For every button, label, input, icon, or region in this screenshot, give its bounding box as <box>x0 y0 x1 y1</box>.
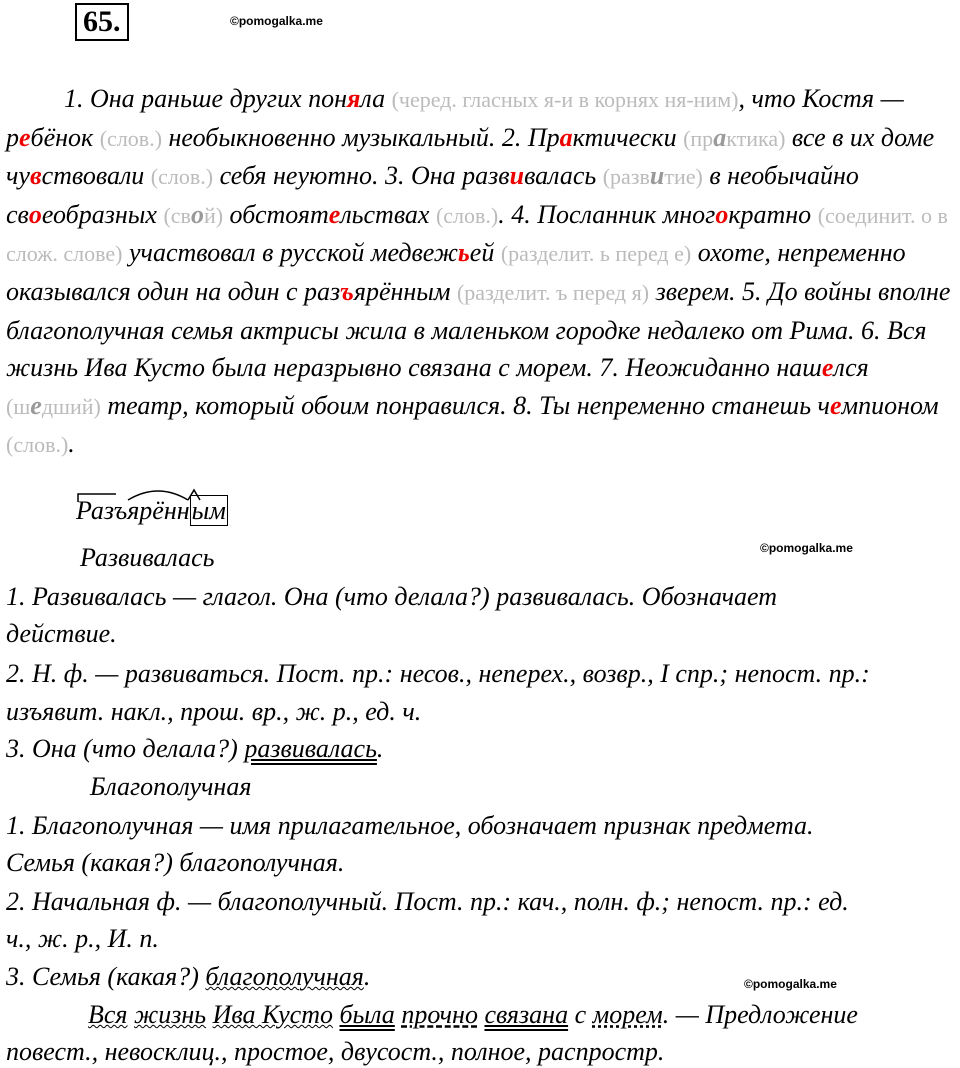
w2-line5: 3. Семья (какая?) благополучная. <box>6 962 371 991</box>
text-segment: все в их доме чу <box>6 122 935 191</box>
text-segment: себя неуютно. 3. Она разв <box>213 161 510 191</box>
word1-title: Развивалась <box>80 543 215 572</box>
watermark: ©pomogalka.me <box>230 14 323 28</box>
morpheme-parse-word <box>76 496 228 526</box>
text-segment: участвовал в русской медвеж <box>122 238 458 268</box>
orthogram-letter: ъ <box>340 276 354 306</box>
syntax-line1: Вся жизнь Ива Кусто была прочно связана с морем. — Предложение <box>88 1000 858 1029</box>
orthogram-letter: и <box>509 161 525 191</box>
w2-line2: Семья (какая?) благополучная. <box>6 848 345 877</box>
text-segment: обстоят <box>223 199 329 229</box>
watermark-3: ©pomogalka.me <box>744 977 837 991</box>
orthogram-letter: в <box>29 161 42 191</box>
w2-line4: ч., ж. р., И. п. <box>6 924 159 953</box>
rule-note: (черед. гласных я-и в корнях ня-ним) <box>391 87 739 112</box>
orthogram-letter: е <box>19 122 31 152</box>
rule-note: (слов.) <box>435 202 499 228</box>
root: ярён <box>127 496 177 525</box>
w2-line1: 1. Благополучная — имя прилагательное, обозначает признак предмета. <box>6 811 814 840</box>
text-segment: ктически <box>572 122 684 152</box>
text-segment: театр, который обоим понравился. 8. Ты непременно станешь ч <box>100 390 830 420</box>
orthogram-letter: е <box>829 390 842 420</box>
orthogram-letter: я <box>347 84 361 113</box>
exercise-text <box>6 80 956 464</box>
text-segment: в необычайно св <box>6 161 859 229</box>
text-segment: ствовали <box>41 161 151 191</box>
rule-note: тие) <box>664 164 703 190</box>
rule-note: (разв <box>602 164 650 190</box>
w2-line3: 2. Начальная ф. — благополучный. Пост. пр.: кач., полн. ф.; непост. пр.: ед. <box>6 887 849 916</box>
rule-note: е <box>30 390 42 420</box>
text-segment: бёнок <box>30 122 100 152</box>
w1-line4: изъявит. накл., прош. вр., ж. р., ед. ч. <box>6 697 422 726</box>
text-segment: . 4. Посланник мног <box>498 199 716 229</box>
text-segment: мпионом <box>841 390 939 420</box>
morpheme-marks <box>76 484 246 504</box>
text-segment: лся <box>833 353 869 383</box>
text-segment: зверем. 5. До войны вполне благополучная семья актрисы жила в маленьком городке недалеко от Рима. 6. Вся жизнь Ива Кусто была неразрывно связана с морем. 7. Неожиданно наш <box>6 276 951 383</box>
text-segment: необыкновенно музыкальный. 2. Пр <box>162 122 560 152</box>
text-segment: ярённым <box>353 276 457 306</box>
rule-note: а <box>713 122 727 152</box>
rule-note: и <box>649 161 665 191</box>
watermark-2: ©pomogalka.me <box>760 541 853 555</box>
rule-note: (ш <box>6 393 31 419</box>
syntax-line2: повест., невосклиц., простое, двусост., полное, распростр. <box>6 1037 665 1066</box>
rule-note: (слов.) <box>150 164 214 190</box>
w1-line1: 1. Развивалась — глагол. Она (что делала?) развивалась. Обозначает <box>6 582 778 611</box>
text-segment: охоте, непременно оказывался один на один с раз <box>6 238 906 306</box>
rule-note: дший) <box>41 393 101 419</box>
word2-title: Благополучная <box>90 772 252 801</box>
rule-note: (слов.) <box>6 432 69 458</box>
rule-note: (разделит. ь перед е) <box>500 241 692 267</box>
rule-note: о <box>190 199 204 229</box>
rule-note: (разделит. ъ перед я) <box>456 279 650 305</box>
exercise-number: 65. <box>75 3 129 41</box>
w1-line3: 2. Н. ф. — развиваться. Пост. пр.: несов., неперех., возвр., I спр.; непост. пр.: <box>6 659 870 688</box>
w1-line2: действие. <box>6 619 117 648</box>
text-segment: ла <box>360 84 392 113</box>
orthogram-letter: о <box>715 199 729 229</box>
text-segment: кратно <box>728 199 818 229</box>
orthogram-letter: ь <box>457 238 470 268</box>
rule-note: (пр <box>683 125 714 151</box>
orthogram-letter: е <box>821 353 834 383</box>
text-segment: . <box>68 429 75 459</box>
ending: ым <box>191 496 226 525</box>
text-segment: еобразных <box>41 199 164 229</box>
prefix: Разъ <box>76 496 128 525</box>
rule-note: й) <box>203 202 224 228</box>
w1-line5: 3. Она (что делала?) развивалась. <box>6 734 384 763</box>
rule-note: (соединит. о в слож. слове) <box>6 202 948 267</box>
orthogram-letter: а <box>559 122 573 152</box>
rule-note: ктика) <box>726 125 786 151</box>
rule-note: (слов.) <box>99 125 163 151</box>
orthogram-letter: о <box>28 199 42 229</box>
suffix: н <box>176 496 190 525</box>
orthogram-letter: е <box>328 199 341 229</box>
text-segment: 1. Она раньше других пон <box>64 84 348 113</box>
rule-note: (св <box>163 202 191 228</box>
text-segment: , что Костя — р <box>6 84 904 152</box>
text-segment: ей <box>469 238 501 268</box>
text-segment: льствах <box>340 199 436 229</box>
text-segment: валась <box>524 161 603 191</box>
